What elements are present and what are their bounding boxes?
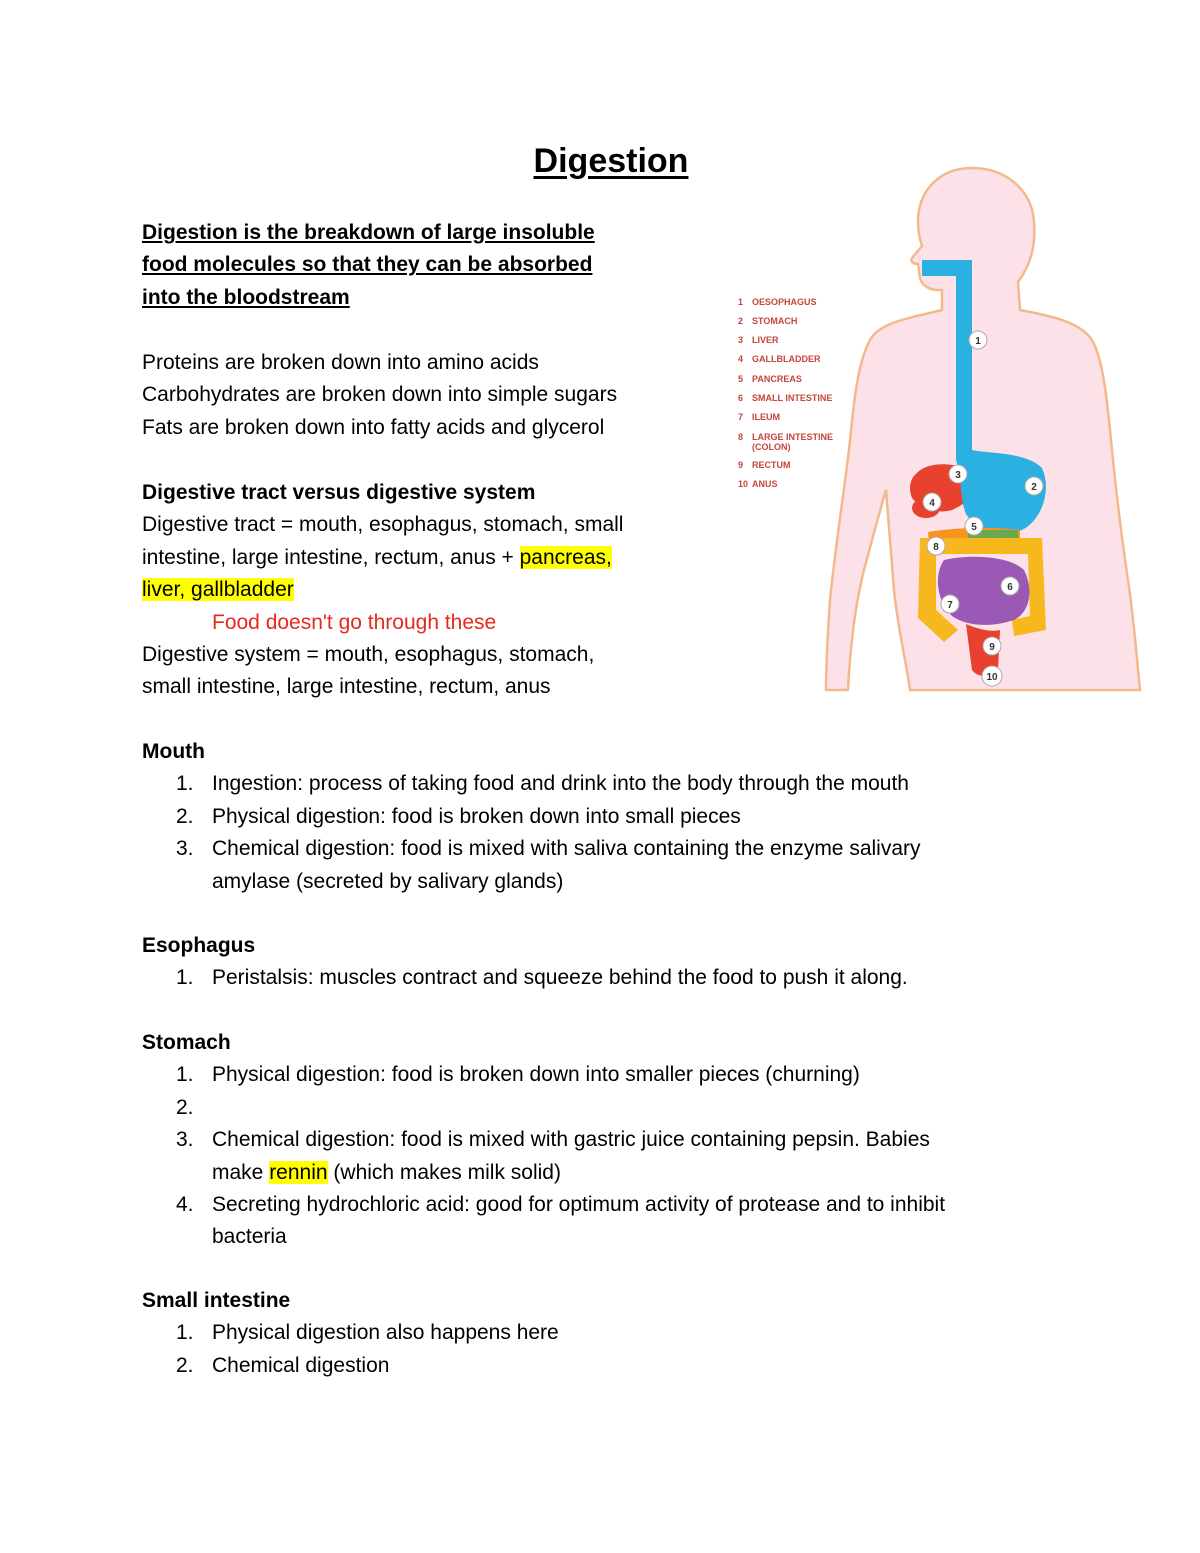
esophagus-section [142,930,908,995]
organ-number: 8 [933,542,939,553]
small-intestine-section [142,1285,559,1382]
list-number: 2. [176,1095,194,1119]
legend-number: 4 [738,354,744,364]
organ-number: 1 [975,336,981,347]
organ-number: 4 [929,498,935,509]
list-number: 2. [176,1353,194,1377]
list-text: Secreting hydrochloric acid: good for optimum activity of protease and to inhibit [212,1193,946,1217]
list-item [142,1317,559,1349]
stomach-list [142,1059,945,1253]
highlight-pancreas: pancreas, [519,545,612,569]
list-text: Physical digestion also happens here [212,1321,559,1345]
list-number: 3. [176,1128,194,1152]
legend-number: 1 [738,297,744,307]
list-item [142,1092,945,1124]
list-text: amylase (secreted by salivary glands) [212,869,564,893]
list-number: 3. [176,837,194,861]
organ-number: 9 [989,642,995,653]
definition-line: Digestion is the breakdown of large insoluble [142,221,595,244]
breakdown-carbohydrates: Carbohydrates are broken down into simple sugars [142,383,618,407]
list-text [212,1157,945,1189]
small-intestine-list [142,1317,559,1382]
legend-label: ILEUM [752,412,780,422]
stomach-heading: Stomach [142,1031,231,1054]
list-text: Chemical digestion: food is mixed with gastric juice containing pepsin. Babies [212,1128,930,1152]
tract-line [142,542,623,574]
diagram-legend [738,297,833,489]
esophagus-list [142,962,908,994]
list-item [142,1124,945,1189]
list-text-part: (which makes milk solid) [327,1160,561,1184]
breakdown-fats: Fats are broken down into fatty acids and glycerol [142,415,605,439]
legend-number: 7 [738,412,744,422]
mouth-list [142,768,921,898]
list-number: 2. [176,804,194,828]
list-item [142,962,908,994]
esophagus-heading: Esophagus [142,934,256,957]
mouth-section [142,736,921,898]
tract-heading: Digestive tract versus digestive system [142,481,536,504]
list-item [142,801,921,833]
highlight-liver-gallbladder: liver, gallbladder [142,578,294,602]
highlight-rennin: rennin [269,1160,328,1184]
legend-number: 5 [738,374,744,384]
legend-label: SMALL INTESTINE [752,393,833,403]
list-number: 4. [176,1193,194,1217]
list-text-part: make [212,1160,270,1184]
organ-number: 6 [1007,582,1013,593]
definition-line: food molecules so that they can be absorbed [142,253,593,277]
tract-line-text: intestine, large intestine, rectum, anus + [142,545,520,569]
organ-number: 2 [1031,482,1037,493]
legend-number: 6 [738,393,744,403]
list-item [142,1189,945,1254]
list-text: Ingestion: process of taking food and drink into the body through the mouth [212,772,909,796]
list-item [142,1059,945,1091]
legend-number: 3 [738,335,744,345]
list-text: Physical digestion: food is broken down into smaller pieces (churning) [212,1063,860,1087]
list-text: Peristalsis: muscles contract and squeeze behind the food to push it along. [212,966,908,990]
tract-line [142,574,623,606]
list-text: Physical digestion: food is broken down into small pieces [212,804,741,828]
legend-label: LIVER [752,335,779,345]
digestive-system-diagram [730,160,1150,695]
small-intestine-heading: Small intestine [142,1289,291,1312]
definition [142,217,595,314]
stomach-section [142,1027,945,1254]
legend-label: ANUS [752,479,778,489]
breakdowns [142,347,617,444]
list-number: 1. [176,1321,194,1345]
definition-line: into the bloodstream [142,285,350,309]
organ-number: 5 [971,522,977,533]
mouth-heading: Mouth [142,740,205,763]
list-item [142,833,921,898]
legend-label: (COLON) [752,442,791,452]
breakdown-proteins: Proteins are broken down into amino acids [142,351,539,374]
legend-number: 10 [738,479,749,489]
tract-line: Digestive tract = mouth, esophagus, stomach, small [142,513,624,537]
list-item [142,768,921,800]
legend-label: PANCREAS [752,374,802,384]
system-line: Digestive system = mouth, esophagus, stomach, [142,643,595,667]
page-title: Digestion [533,142,689,180]
legend-label: OESOPHAGUS [752,297,817,307]
list-number: 1. [176,1063,194,1087]
red-note: Food doesn't go through these [212,610,497,634]
system-line: small intestine, large intestine, rectum, anus [142,675,551,699]
legend-number: 2 [738,316,744,326]
list-item [142,1350,559,1382]
legend-number: 9 [738,460,744,470]
legend-label: GALLBLADDER [752,354,821,364]
legend-label: LARGE INTESTINE [752,432,834,442]
list-number: 1. [176,772,194,796]
list-text: bacteria [212,1225,287,1249]
list-number: 1. [176,966,194,990]
organ-number: 7 [947,600,953,611]
legend-number: 8 [738,432,744,442]
legend-label: RECTUM [752,460,791,470]
tract-section [142,477,623,704]
organ-number: 3 [955,470,961,481]
list-text: Chemical digestion [212,1353,390,1377]
organ-number: 10 [986,672,998,683]
legend-label: STOMACH [752,316,798,326]
list-text: Chemical digestion: food is mixed with saliva containing the enzyme salivary [212,837,921,861]
